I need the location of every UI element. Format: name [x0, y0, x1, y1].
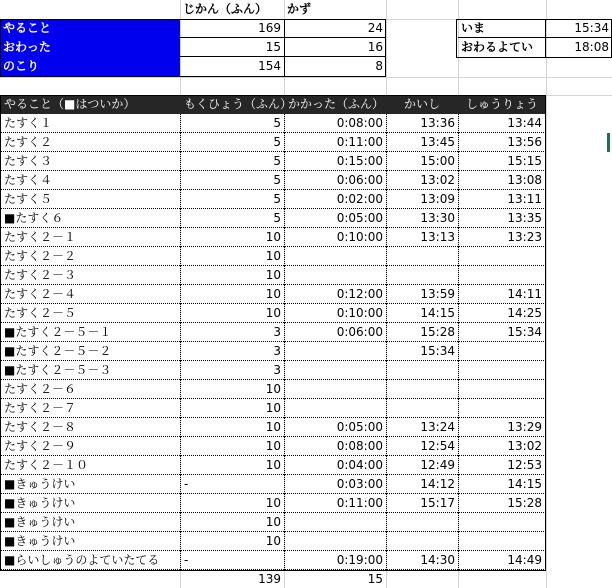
grid-line: [0, 77, 612, 78]
task-start-cell[interactable]: 13:36: [386, 114, 458, 133]
table-row: [0, 247, 546, 266]
task-name-cell[interactable]: たすく２－４: [0, 285, 180, 304]
task-start-cell[interactable]: 13:59: [386, 285, 458, 304]
task-end-cell[interactable]: 13:08: [458, 171, 546, 190]
task-start-cell[interactable]: 15:17: [386, 494, 458, 513]
task-end-cell[interactable]: 13:23: [458, 228, 546, 247]
table-row: [0, 266, 546, 285]
task-start-cell[interactable]: 13:09: [386, 190, 458, 209]
task-elapsed-cell[interactable]: 0:12:00: [284, 285, 386, 304]
table-row: [0, 285, 546, 304]
task-start-cell[interactable]: [386, 532, 458, 551]
table-row: [0, 152, 546, 171]
col-header-end[interactable]: しゅうりょう: [465, 97, 538, 111]
task-elapsed-cell[interactable]: [284, 247, 386, 266]
task-end-cell[interactable]: [458, 399, 546, 418]
task-name-cell[interactable]: たすく１: [0, 114, 180, 133]
task-elapsed-cell[interactable]: [284, 532, 386, 551]
task-target-cell[interactable]: 10: [180, 266, 284, 285]
task-elapsed-cell[interactable]: 0:15:00: [284, 152, 386, 171]
task-start-cell[interactable]: 14:15: [386, 304, 458, 323]
task-name-cell[interactable]: たすく２－３: [0, 266, 180, 285]
task-start-cell[interactable]: [386, 361, 458, 380]
summary-count-remaining[interactable]: 8: [284, 57, 386, 76]
table-row: [0, 513, 546, 532]
task-target-cell[interactable]: 10: [180, 418, 284, 437]
task-start-cell[interactable]: 13:45: [386, 133, 458, 152]
task-end-cell[interactable]: [458, 247, 546, 266]
task-name-cell[interactable]: たすく２－７: [0, 399, 180, 418]
col-header-start[interactable]: かいし: [403, 97, 440, 111]
task-start-cell[interactable]: 13:30: [386, 209, 458, 228]
col-header-target[interactable]: もくひょう（ふん）: [184, 97, 293, 111]
task-elapsed-cell[interactable]: 0:05:00: [284, 209, 386, 228]
task-elapsed-cell[interactable]: 0:06:00: [284, 323, 386, 342]
task-target-cell[interactable]: 10: [180, 380, 284, 399]
task-target-cell[interactable]: 10: [180, 285, 284, 304]
table-row: [0, 399, 546, 418]
summary-label-todo[interactable]: やること: [0, 19, 180, 38]
task-start-cell[interactable]: [386, 247, 458, 266]
summary-minutes-done[interactable]: 15: [180, 38, 284, 57]
task-start-cell[interactable]: [386, 380, 458, 399]
task-end-cell[interactable]: 15:15: [458, 152, 546, 171]
table-row: [0, 228, 546, 247]
task-elapsed-cell[interactable]: [284, 399, 386, 418]
task-start-cell[interactable]: 15:34: [386, 342, 458, 361]
scroll-position-marker: [607, 133, 610, 152]
task-elapsed-cell[interactable]: [284, 266, 386, 285]
clock-label-end[interactable]: おわるよてい: [458, 38, 546, 57]
summary-count-todo[interactable]: 24: [284, 19, 386, 38]
task-start-cell[interactable]: 15:28: [386, 323, 458, 342]
task-target-cell[interactable]: 10: [180, 494, 284, 513]
task-start-cell[interactable]: 13:24: [386, 418, 458, 437]
table-row: [0, 532, 546, 551]
task-end-cell[interactable]: 13:29: [458, 418, 546, 437]
summary-minutes-todo[interactable]: 169: [180, 19, 284, 38]
task-start-cell[interactable]: 14:12: [386, 475, 458, 494]
task-start-cell[interactable]: 15:00: [386, 152, 458, 171]
task-name-cell[interactable]: たすく２－８: [0, 418, 180, 437]
task-start-cell[interactable]: 14:30: [386, 551, 458, 570]
task-elapsed-cell[interactable]: 0:03:00: [284, 475, 386, 494]
task-elapsed-cell[interactable]: 0:11:00: [284, 133, 386, 152]
task-elapsed-cell[interactable]: [284, 380, 386, 399]
table-row: [0, 380, 546, 399]
clock-value-now[interactable]: 15:34: [546, 19, 612, 38]
task-elapsed-cell[interactable]: 0:06:00: [284, 171, 386, 190]
task-target-cell[interactable]: 5: [180, 114, 284, 133]
task-end-cell[interactable]: 13:11: [458, 190, 546, 209]
task-end-cell[interactable]: 15:34: [458, 323, 546, 342]
task-target-cell[interactable]: 5: [180, 133, 284, 152]
task-name-cell[interactable]: たすく２－１: [0, 228, 180, 247]
task-end-cell[interactable]: 14:11: [458, 285, 546, 304]
task-target-cell[interactable]: 10: [180, 399, 284, 418]
grid-line: [546, 0, 547, 588]
task-target-cell[interactable]: 3: [180, 342, 284, 361]
summary-count-done[interactable]: 16: [284, 38, 386, 57]
task-elapsed-cell[interactable]: 0:11:00: [284, 494, 386, 513]
task-end-cell[interactable]: [458, 513, 546, 532]
task-name-cell[interactable]: ■たすく６: [0, 209, 180, 228]
col-header-elapsed[interactable]: かかった（ふん）: [288, 97, 385, 111]
task-target-cell[interactable]: 10: [180, 532, 284, 551]
table-row: [0, 133, 546, 152]
task-target-cell[interactable]: 10: [180, 304, 284, 323]
task-elapsed-cell[interactable]: [284, 342, 386, 361]
task-name-cell[interactable]: ■きゅうけい: [0, 532, 180, 551]
task-start-cell[interactable]: [386, 399, 458, 418]
task-start-cell[interactable]: 12:54: [386, 437, 458, 456]
footer-count-total[interactable]: 15: [367, 572, 383, 586]
task-name-cell[interactable]: ■きゅうけい: [0, 513, 180, 532]
summary-label-done[interactable]: おわった: [0, 38, 180, 57]
header-minutes[interactable]: じかん（ふん）: [183, 2, 268, 16]
clock-value-end[interactable]: 18:08: [574, 40, 609, 54]
clock-label-now[interactable]: いま: [458, 19, 546, 38]
task-end-cell[interactable]: [458, 266, 546, 285]
task-start-cell[interactable]: 12:49: [386, 456, 458, 475]
table-row: [0, 494, 546, 513]
task-name-cell[interactable]: たすく５: [0, 190, 180, 209]
task-name-cell[interactable]: ■たすく２－５－１: [0, 323, 180, 342]
task-end-cell[interactable]: 13:35: [458, 209, 546, 228]
task-end-cell[interactable]: 15:28: [458, 494, 546, 513]
task-target-cell[interactable]: 10: [180, 247, 284, 266]
task-name-cell[interactable]: ■たすく２－５－２: [0, 342, 180, 361]
task-target-cell[interactable]: 10: [180, 228, 284, 247]
task-start-cell[interactable]: [386, 513, 458, 532]
table-row: [0, 171, 546, 190]
task-name-cell[interactable]: たすく２－５: [0, 304, 180, 323]
summary-label-remaining[interactable]: のこり: [0, 57, 180, 76]
task-elapsed-cell[interactable]: 0:19:00: [284, 551, 386, 570]
task-name-cell[interactable]: たすく３: [0, 152, 180, 171]
task-end-cell[interactable]: 13:02: [458, 437, 546, 456]
task-end-cell[interactable]: 14:25: [458, 304, 546, 323]
task-name-cell[interactable]: たすく２－１０: [0, 456, 180, 475]
task-end-cell[interactable]: 14:15: [458, 475, 546, 494]
task-end-cell[interactable]: 14:49: [458, 551, 546, 570]
task-target-cell[interactable]: -: [180, 551, 284, 570]
task-end-cell[interactable]: 13:44: [458, 114, 546, 133]
task-start-cell[interactable]: 13:02: [386, 171, 458, 190]
task-elapsed-cell[interactable]: 0:05:00: [284, 418, 386, 437]
task-target-cell[interactable]: 5: [180, 209, 284, 228]
task-name-cell[interactable]: ■きゅうけい: [0, 494, 180, 513]
header-count[interactable]: かず: [287, 2, 312, 16]
clock-border: [456, 19, 612, 58]
table-row: [0, 342, 546, 361]
task-elapsed-cell[interactable]: [284, 361, 386, 380]
task-name-cell[interactable]: ■きゅうけい: [0, 475, 180, 494]
table-row: [0, 418, 546, 437]
task-name-cell[interactable]: ■たすく２－５－３: [0, 361, 180, 380]
task-name-cell[interactable]: たすく２－９: [0, 437, 180, 456]
task-name-cell[interactable]: ■らいしゅうのよていたてる: [0, 551, 180, 570]
table-row: [0, 551, 546, 570]
table-row: [0, 304, 546, 323]
task-table-header: [0, 95, 546, 114]
task-start-cell[interactable]: [386, 266, 458, 285]
task-target-cell[interactable]: 5: [180, 152, 284, 171]
task-elapsed-cell[interactable]: 0:08:00: [284, 437, 386, 456]
task-end-cell[interactable]: [458, 342, 546, 361]
task-name-cell[interactable]: たすく２－６: [0, 380, 180, 399]
table-row: [0, 456, 546, 475]
footer-target-total[interactable]: 139: [258, 572, 281, 586]
summary-minutes-remaining[interactable]: 154: [258, 59, 281, 73]
task-elapsed-cell[interactable]: 0:10:00: [284, 304, 386, 323]
task-elapsed-cell[interactable]: 0:10:00: [284, 228, 386, 247]
task-target-cell[interactable]: 10: [180, 437, 284, 456]
table-row: [0, 114, 546, 133]
task-target-cell[interactable]: 5: [180, 171, 284, 190]
task-name-cell[interactable]: たすく２: [0, 133, 180, 152]
task-elapsed-cell[interactable]: 0:04:00: [284, 456, 386, 475]
table-row: [0, 190, 546, 209]
table-row: [0, 361, 546, 380]
task-end-cell[interactable]: [458, 361, 546, 380]
task-target-cell[interactable]: -: [180, 475, 284, 494]
task-target-cell[interactable]: 10: [180, 456, 284, 475]
task-table-body: [0, 114, 546, 570]
task-end-cell[interactable]: [458, 380, 546, 399]
task-end-cell[interactable]: 12:53: [458, 456, 546, 475]
task-elapsed-cell[interactable]: [284, 513, 386, 532]
task-target-cell[interactable]: 3: [180, 323, 284, 342]
task-start-cell[interactable]: 13:13: [386, 228, 458, 247]
task-elapsed-cell[interactable]: 0:08:00: [284, 114, 386, 133]
task-target-cell[interactable]: 5: [180, 190, 284, 209]
table-row: [0, 323, 546, 342]
task-name-cell[interactable]: たすく４: [0, 171, 180, 190]
table-row: [0, 209, 546, 228]
table-row: [0, 475, 546, 494]
task-target-cell[interactable]: 10: [180, 513, 284, 532]
table-row: [0, 437, 546, 456]
summary-border: [0, 19, 386, 77]
task-target-cell[interactable]: 3: [180, 361, 284, 380]
col-header-task[interactable]: やること（■はついか）: [4, 97, 136, 111]
task-elapsed-cell[interactable]: 0:02:00: [284, 190, 386, 209]
task-end-cell[interactable]: [458, 532, 546, 551]
task-end-cell[interactable]: 13:56: [458, 133, 546, 152]
task-name-cell[interactable]: たすく２－２: [0, 247, 180, 266]
